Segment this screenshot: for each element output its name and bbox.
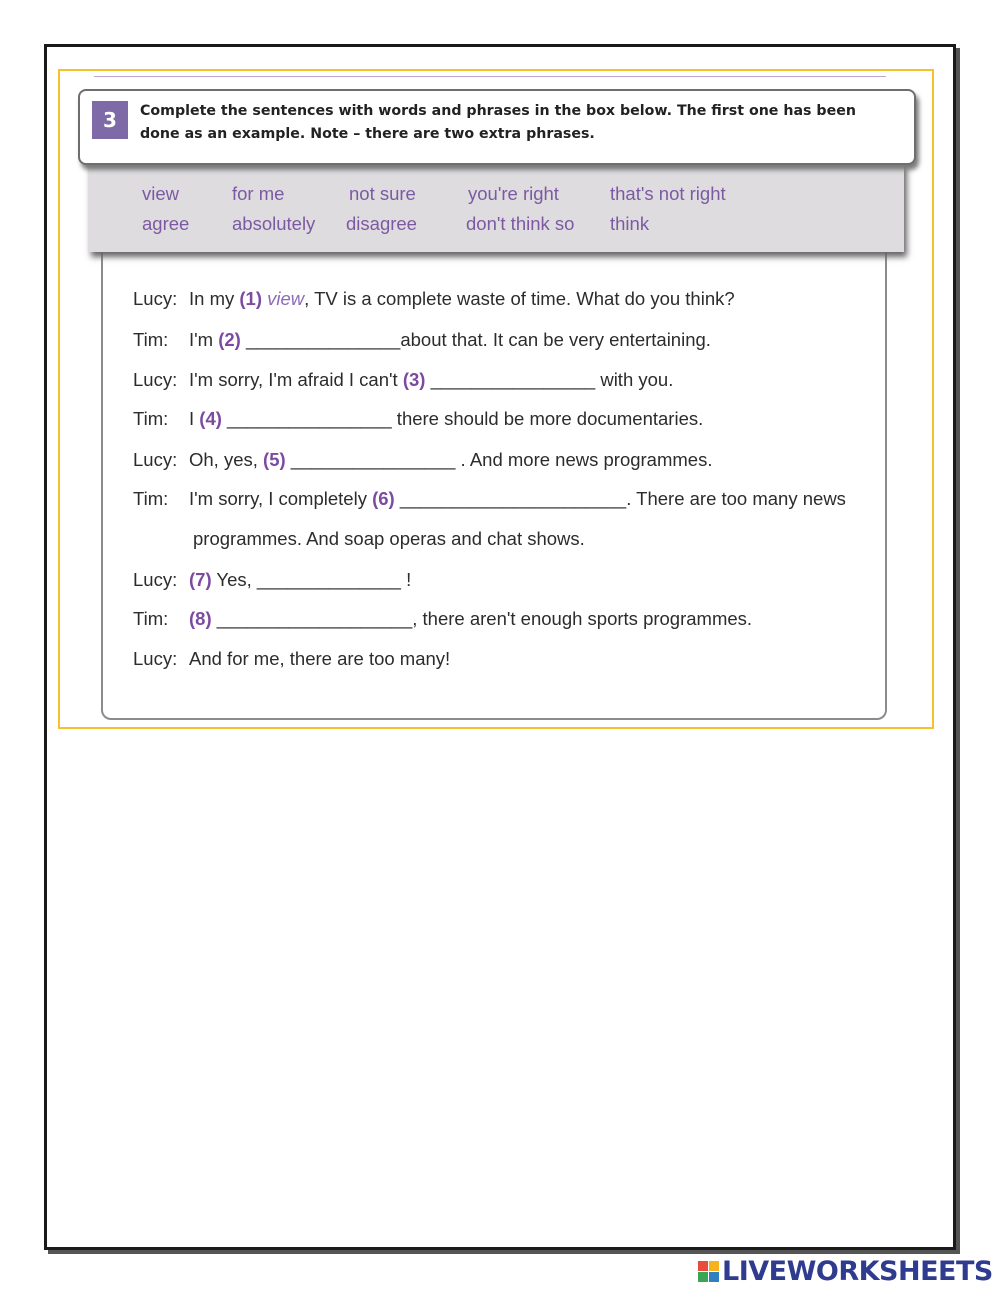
word-bank-box [88, 160, 904, 252]
line-text: ___________________, there aren't enough sports programmes. [211, 608, 753, 629]
logo-square [698, 1272, 708, 1282]
word-bank-item: disagree [346, 213, 417, 234]
exercise-number-badge: 3 [92, 101, 128, 139]
speaker-label: Lucy: [133, 648, 178, 669]
question-number: (6) [372, 488, 395, 509]
question-number: (7) [189, 569, 212, 590]
line-text: And for me, there are too many! [189, 648, 451, 669]
line-text: ________________ with you. [425, 369, 674, 390]
liveworksheets-logo [698, 1256, 993, 1286]
speaker-label: Lucy: [133, 369, 178, 390]
question-number: (4) [199, 408, 222, 429]
word-bank-item: for me [232, 183, 285, 204]
word-bank-item: agree [142, 213, 190, 234]
logo-square [698, 1261, 708, 1271]
instruction-text [140, 100, 900, 146]
speaker-label: Tim: [133, 329, 169, 350]
line-text: ______________________. There are too many news [394, 488, 846, 509]
line-text: I'm [189, 329, 219, 350]
question-number: (3) [402, 369, 426, 390]
example-answer: view [262, 288, 305, 309]
question-number: (2) [218, 329, 241, 350]
line-text: ________________ . And more news programmes. [285, 449, 713, 470]
logo-square [709, 1272, 719, 1282]
question-number: (1) [239, 288, 262, 309]
line-text: , TV is a complete waste of time. What do you think? [304, 288, 735, 309]
logo-square [709, 1261, 719, 1271]
word-bank-item: don't think so [466, 213, 575, 234]
speaker-label: Lucy: [133, 449, 178, 470]
line-text: In my [189, 288, 240, 309]
question-number: (8) [189, 608, 212, 629]
logo-icon [698, 1261, 719, 1282]
line-text: Yes, ______________ ! [211, 569, 412, 590]
speaker-label: Tim: [133, 408, 169, 429]
top-divider [94, 76, 886, 77]
line-text: _______________about that. It can be very entertaining. [240, 329, 711, 350]
speaker-label: Lucy: [133, 569, 178, 590]
line-text: I [189, 408, 200, 429]
line-text: I'm sorry, I completely [189, 488, 373, 509]
word-bank-item: absolutely [232, 213, 316, 234]
word-bank-item: think [610, 213, 650, 234]
dialogue-box [101, 252, 887, 720]
word-bank-item: that's not right [610, 183, 726, 204]
word-bank-item: view [142, 183, 180, 204]
line-text: programmes. And soap operas and chat shows. [193, 528, 585, 549]
question-number: (5) [263, 449, 286, 470]
instruction-line-2: done as an example. Note – there are two extra phrases. [140, 126, 595, 142]
instruction-line-1: Complete the sentences with words and phrases in the box below. The first one has been [140, 103, 856, 119]
line-text: ________________ there should be more documentaries. [221, 408, 704, 429]
speaker-label: Tim: [133, 488, 169, 509]
line-text: Oh, yes, [189, 449, 264, 470]
line-text: I'm sorry, I'm afraid I can't [189, 369, 403, 390]
speaker-label: Tim: [133, 608, 169, 629]
speaker-label: Lucy: [133, 288, 178, 309]
word-bank-item: you're right [468, 183, 559, 204]
logo-text: LIVEWORKSHEETS [722, 1255, 993, 1287]
instruction-box [78, 89, 916, 165]
word-bank-item: not sure [349, 183, 416, 204]
